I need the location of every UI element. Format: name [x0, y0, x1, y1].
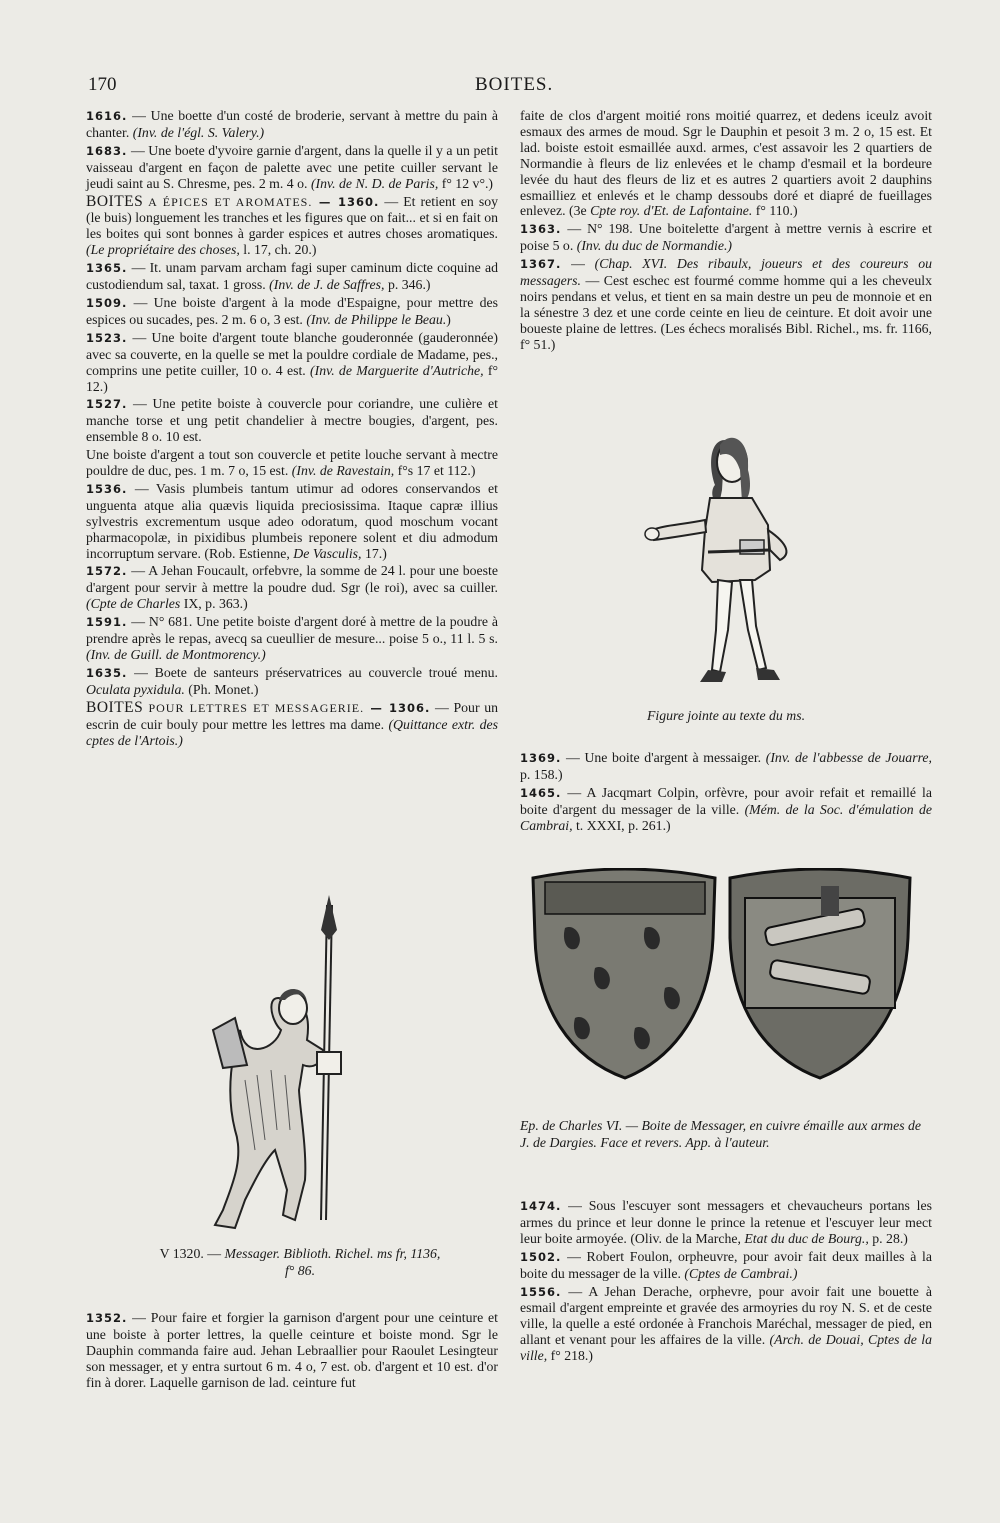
standing-man-illustration — [640, 430, 820, 695]
entry-source-tail: f° 12 v°.) — [438, 175, 494, 191]
left-figure-caption — [100, 1246, 500, 1279]
entry-source: Oculata pyxidula. — [86, 681, 185, 697]
entry-year: 1367. — [520, 257, 562, 272]
entry-paragraph — [86, 665, 498, 698]
entry-year: 1502. — [520, 1249, 562, 1264]
right-middle-entries — [520, 750, 932, 834]
entry-text: — Boete de santeurs préservatrices au couvercle troué menu. — [127, 664, 498, 680]
entry-paragraph — [86, 1310, 498, 1391]
entry-source: (Chap. XVI. Des ribaulx, joueurs et des coureurs ou messagers. — [520, 256, 932, 289]
entry-paragraph — [86, 194, 498, 259]
entry-source-tail: ) — [446, 311, 451, 327]
running-title: BOITES. — [475, 74, 554, 95]
entry-paragraph — [520, 221, 932, 254]
entry-source: (Cptes de Cambrai.) — [684, 1265, 798, 1281]
entry-text: — Une boite d'argent à messaiger. — [561, 750, 766, 765]
entry-paragraph — [86, 563, 498, 612]
entry-source-tail: l. 17, ch. 20.) — [239, 242, 317, 258]
entry-year: 1363. — [520, 222, 562, 237]
right-figure-caption-2: Ep. de Charles VI. — Boite de Messager, en cuivre émaille aux armes de J. de Dargies. Face et revers. App. à l'auteur. — [520, 1118, 922, 1150]
entry-source: (Mém. de la Soc. d'émulation de Cambrai, — [520, 801, 933, 833]
section-heading: BOITES — [86, 192, 144, 210]
entry-text: — Une boette d'un costé de broderie, servant à mettre du pain à chanter. — [86, 108, 498, 140]
entry-source: (Inv. de Ravestain, — [291, 463, 395, 479]
entry-source-tail: p. 346.) — [384, 277, 431, 293]
entry-text: — Une boete d'yvoire garnie d'argent, dans la quelle il y a un petit vaisseau d'argent en façon de palette avec une petite cuiller servant le jeudi saint au S. Chresme, pes. 2 m. 4 o. — [86, 142, 498, 191]
messenger-illustration — [195, 890, 365, 1235]
entry-year: 1523. — [86, 330, 128, 345]
entry-year: 1556. — [520, 1284, 562, 1299]
entry-source: (Inv. de Philippe le Beau. — [306, 311, 447, 327]
entry-source: (Inv. du duc de Normandie.) — [576, 238, 733, 254]
entry-year: 1365. — [86, 261, 128, 276]
entry-year: 1536. — [86, 481, 128, 496]
entry-text: — Sous l'escuyer sont messagers et chevaucheurs portans les armes du prince et leur donne le prince la retenue et l'escuyer leur mect leur boite armoyée. (Oliv. de la Marche, — [520, 1198, 932, 1246]
entry-paragraph — [86, 143, 498, 192]
right-bottom-entries — [520, 1198, 932, 1364]
standing-man-drawing — [640, 430, 820, 695]
messenger-box-illustration — [525, 868, 915, 1088]
entry-text: — Robert Foulon, orpheuvre, pour avoir fait deux mailles à la boite du messager de la ville. — [520, 1248, 932, 1281]
messenger-box-drawing — [525, 868, 915, 1088]
entry-text: — — [561, 256, 595, 272]
entry-paragraph — [86, 614, 498, 663]
caption-line2: f° 86. — [284, 1262, 316, 1278]
entry-year: 1465. — [520, 785, 562, 800]
left-column — [86, 108, 498, 748]
entry-paragraph — [520, 1249, 932, 1282]
caption-text: Messager. Biblioth. Richel. ms fr, 1136, — [224, 1246, 441, 1261]
entry-text: — Une boite d'argent toute blanche gouderonnée (gauderonnée) avec sa couverte, en la quelle se met la pouldre cordiale de Madame, pes., comprins une petite cuiller, 10 o. 4 est. — [86, 329, 498, 378]
entry-paragraph — [86, 481, 498, 562]
entry-source-tail: f° 110.) — [752, 203, 798, 219]
entry-text: — A Jehan Derache, orphevre, pour avoir fait une bouette à esmail d'argent empreinte et gravée des armoyries du roy N. S. et de ceste ville, la quelle a esté ordonée à Franchois Maréchal, messager de pied, en allant et venant pour les affaires de la ville. — [520, 1283, 932, 1348]
entry-paragraph — [86, 396, 498, 445]
entry-source: (Le propriétaire des choses, — [86, 242, 240, 258]
entry-text: — Pour un escrin de cuir bouly pour mettre les lettres ma dame. — [86, 699, 498, 732]
entry-year: 1352. — [86, 1311, 128, 1325]
entry-year: 1369. — [520, 751, 562, 765]
entry-text: Une boiste d'argent a tout son couvercle et petite louche servant à mectre pouldre de duc, pes. 1 m. 7 o, 15 est. — [86, 447, 498, 479]
entry-text: — N° 198. Une boitelette d'argent à mettre vernis à escrire et poise 5 o. — [520, 221, 932, 254]
entry-source: (Arch. de Douai, Cptes de la ville, — [520, 1332, 932, 1364]
caption-prefix: V 1320. — — [159, 1246, 225, 1261]
entry-source: (Quittance extr. des cptes de l'Artois.) — [86, 716, 498, 748]
section-subheading: POUR LETTRES ET MESSAGERIE. — [143, 700, 365, 715]
entry-year: 1635. — [86, 665, 128, 680]
entry-source-tail: f° 218.) — [547, 1348, 593, 1364]
entry-source: (Inv. de J. de Saffres, — [269, 277, 385, 293]
entry-text: faite de clos d'argent moitié rons moitié quarrez, et dedens iceulz avoit esmaux des armes de moud. Sgr le Dauphin et pesoit 3 m. 2 o, 15 est. Et lad. boiste estoit esmaillée auxd. armes, c'est assavoir les 2 quartiers de Normandie à fleurs de liz enlevées et le champ d'esmail et la bordeure levée du haut des fleurs de liz et es autres 2 quartiers avoit 2 dauphins esmailliez et enlevés et le champ dessoubs doré et diapré de fueillages enlevez. (3e — [520, 108, 932, 219]
entry-source: (Cpte de Charles — [86, 596, 181, 612]
section-subheading: A ÉPICES ET AROMATES. — [143, 194, 313, 209]
entry-source-tail: 17.) — [361, 545, 387, 561]
entry-source: (Inv. de N. D. de Paris, — [310, 175, 439, 191]
entry-year: — 1360. — [312, 194, 380, 209]
entry-year: 1616. — [86, 109, 128, 123]
right-column — [520, 108, 932, 353]
entry-text: — A Jehan Foucault, orfebvre, la somme de 24 l. pour une boeste d'argent pour servir à mettre la poudre dud. Sgr (le roi), avec sa cuiller. — [86, 563, 498, 596]
entry-source: Etat du duc de Bourg., — [744, 1230, 869, 1246]
entry-source: (Inv. de Marguerite d'Autriche, — [310, 362, 484, 378]
entry-source-tail: (Ph. Monet.) — [184, 681, 259, 697]
entry-paragraph — [86, 295, 498, 328]
entry-paragraph — [520, 1284, 932, 1365]
entry-paragraph — [86, 447, 498, 479]
entry-paragraph — [520, 750, 932, 783]
entry-source-tail: f° 12.) — [86, 362, 499, 394]
entry-text: — Une boiste d'argent à la mode d'Espaigne, pour mettre des espices ou sucades, pes. 2 m. 6 o, 3 est. — [86, 294, 498, 327]
entry-source-tail: f°s 17 et 112.) — [394, 463, 476, 479]
entry-paragraph — [520, 108, 932, 219]
entry-source-tail: t. XXXI, p. 261.) — [572, 817, 671, 833]
entry-paragraph — [86, 260, 498, 293]
entry-year: 1591. — [86, 615, 128, 630]
entry-year: 1474. — [520, 1199, 562, 1213]
entry-source-tail: — Cest eschec est fourmé comme homme qui a les cheveulx noirs pendans et velus, et tient en sa main destre un peu de monnoie et en la sénestre 3 dez et une corde ceinte en lieu de ceinture. Et doit avoir une boueste plaine de lettres. (Les échecs moralisés Bibl. Richel., ms. fr. 1166, f° 51.) — [520, 273, 932, 352]
entry-source-tail: p. 158.) — [520, 766, 563, 782]
entry-source: De Vasculis, — [293, 545, 362, 561]
entry-paragraph — [520, 1198, 932, 1247]
entry-source: (Inv. de Guill. de Montmorency.) — [86, 647, 266, 662]
messenger-figure-drawing — [195, 890, 365, 1235]
entry-source: Cpte roy. d'Et. de Lafontaine. — [590, 203, 753, 219]
entry-source-tail: IX, p. 363.) — [180, 596, 248, 612]
entry-text: — Vasis plumbeis tantum utimur ad odores conservandos et unguenta atque alia quævis liquida preciosissima. Itaque capræ illius sylvestris excrementum usque adeo odoratum, quod moschum vocant pharmacopolæ, in pixidibus plumbeis reponere solent et diu admodum incorruptum servare. (Rob. Estienne, — [86, 480, 498, 561]
left-bottom-entries — [86, 1310, 498, 1391]
entry-text: — A Jacqmart Colpin, orfèvre, pour avoir refait et remaillé la boite d'argent du messager de la ville. — [520, 784, 932, 817]
entry-text: — It. unam parvam archam fagi super caminum dicte coquine ad custodiendum sal, taxat. 1 gross. — [86, 260, 498, 293]
entry-text: — Pour faire et forgier la garnison d'argent pour une ceinture et une boiste à porter lettres, la quelle ceinture et boiste mond. Sgr le Dauphin commanda faire aud. Jehan Lebraallier pour Raoulet Lesingteur son messager, et y entra surtout 6 m. 4 o, 7 est. ob. d'argent et 10 est. d'or fin à dorer. Laquelle garnison de lad. ceinture fut — [86, 1310, 498, 1390]
right-figure-caption-1: Figure jointe au texte du ms. — [646, 708, 806, 723]
page-number: 170 — [88, 74, 117, 95]
entry-source: (Inv. de l'égl. S. Valery.) — [132, 124, 265, 140]
entry-text: — Et retient en soy (le buis) longuement les tranches et les figures que on fait... et si en fait on les boites qui sont bonnes à garder espices et autres choses aromatiques. — [86, 193, 498, 242]
entry-paragraph — [520, 256, 932, 352]
entry-paragraph — [86, 700, 498, 749]
entry-paragraph — [520, 785, 932, 834]
entry-paragraph — [86, 108, 498, 141]
entry-source: (Inv. de l'abbesse de Jouarre, — [765, 750, 932, 765]
entry-year: 1509. — [86, 295, 128, 310]
entry-year: — 1306. — [364, 700, 431, 715]
entry-text: — Une petite boiste à couvercle pour coriandre, une culière et manche torse et ung petit chandelier à mectre bougies, d'argent, pes. ensemble 8 o. 10 est. — [86, 396, 498, 445]
entry-year: 1572. — [86, 564, 128, 579]
section-heading: BOITES — [86, 698, 144, 716]
entry-source-tail: p. 28.) — [868, 1230, 908, 1246]
entry-year: 1683. — [86, 143, 128, 158]
entry-paragraph — [86, 330, 498, 395]
entry-year: 1527. — [86, 397, 128, 412]
entry-text: — N° 681. Une petite boiste d'argent doré à mettre de la poudre à prendre après le repas, avecq sa cueullier de mesure... poise 5 o., 11 l. 5 s. — [86, 614, 498, 647]
